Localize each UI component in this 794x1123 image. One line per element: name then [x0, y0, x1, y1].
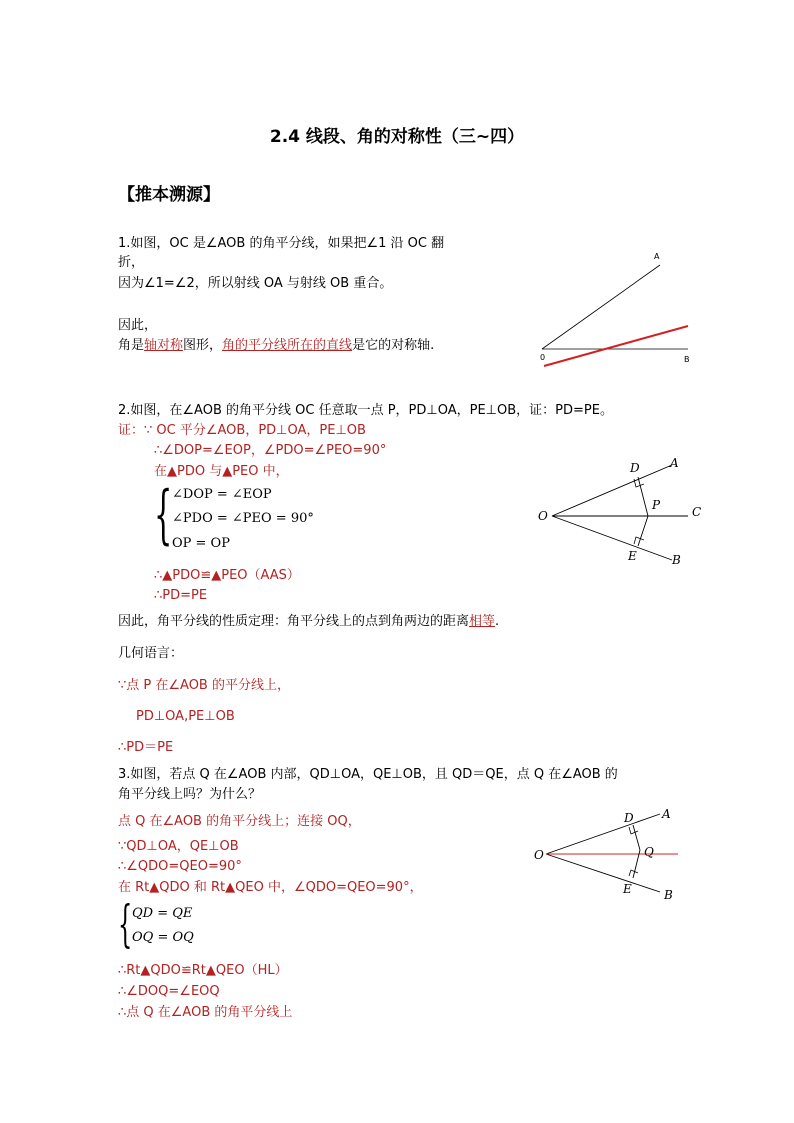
q2-text: 因此，角平分线的性质定理：角平分线上的点到角两边的距离: [118, 614, 470, 629]
fig1-label-o: 0: [540, 353, 546, 362]
q2-sys-line3: OP = OP: [172, 536, 230, 551]
q2-highlight-equal: 相等: [469, 614, 496, 629]
q2-proof-2: ∴∠DOP=∠EOP，∠PDO=∠PEO=90°: [154, 443, 387, 458]
q1-line3: 因为∠1=∠2，所以射线 OA 与射线 OB 重合。: [118, 276, 393, 291]
segment-pd: [638, 477, 648, 516]
fig3-label-a: A: [662, 807, 671, 821]
q2-stem: 2.如图，在∠AOB 的角平分线 OC 任意取一点 P，PD⊥OA，PE⊥OB，证：PD=PE。: [118, 403, 613, 418]
q1-text: 角是: [118, 338, 145, 353]
q3-sys-line2: OQ = OQ: [132, 930, 194, 945]
fig3-label-o: O: [534, 848, 544, 862]
q2-conclusion: [118, 612, 499, 631]
q3-answer-5: ∴Rt▲QDO≌Rt▲QEO（HL）: [118, 963, 288, 978]
fig3-label-q: Q: [644, 845, 654, 859]
fig3-label-e: E: [623, 882, 632, 896]
ray-oa: [542, 265, 660, 349]
fig3-label-b: B: [664, 888, 673, 902]
q2-proof-5: ∴PD=PE: [154, 588, 208, 603]
q3-answer-7: ∴点 Q 在∠AOB 的角平分线上: [118, 1005, 293, 1020]
q2-proof-3: 在▲PDO 与▲PEO 中，: [154, 464, 289, 479]
fig2-label-e: E: [628, 549, 637, 563]
brace: {: [154, 478, 173, 552]
q1-text: 图形，: [183, 338, 223, 353]
segment-qd: [633, 825, 640, 850]
q3-answer-6: ∴∠DOQ=∠EOQ: [118, 984, 220, 999]
q3-stem-2: 角平分线上吗？为什么？: [118, 787, 262, 802]
fig2-label-a: A: [670, 456, 679, 470]
fig1-label-a: A: [654, 252, 660, 261]
q1-line1: 1.如图，OC 是∠AOB 的角平分线，如果把∠1 沿 OC 翻: [118, 236, 445, 251]
figure-2: [530, 452, 710, 572]
fig3-label-d: D: [624, 811, 634, 825]
ray-ob: [546, 854, 660, 892]
q1-line2: 折，: [118, 255, 145, 270]
q2-proof-1: 证：∵ OC 平分∠AOB，PD⊥OA，PE⊥OB: [118, 423, 366, 438]
q1-text: 是它的对称轴.: [352, 338, 435, 353]
q2-text: .: [495, 614, 500, 629]
q1-highlight-bisector-line: 角的平分线所在的直线: [222, 338, 353, 353]
q3-answer-4: 在 Rt▲QDO 和 Rt▲QEO 中，∠QDO=QEO=90°，: [118, 880, 423, 895]
fig2-label-b: B: [672, 553, 681, 567]
q1-line4: 因此，: [118, 318, 158, 333]
q2-geo-3: ∴PD＝PE: [118, 740, 174, 755]
q2-proof-4: ∴▲PDO≌▲PEO（AAS）: [154, 568, 300, 583]
q3-answer-3: ∴∠QDO=QEO=90°: [118, 859, 242, 874]
fig2-label-d: D: [630, 461, 640, 475]
figure-3: [530, 800, 700, 910]
ray-oa: [546, 814, 660, 854]
q1-highlight-axisymmetric: 轴对称: [144, 338, 184, 353]
q3-sys-line1: QD = QE: [132, 906, 193, 921]
q3-stem-1: 3.如图，若点 Q 在∠AOB 内部，QD⊥OA，QE⊥OB，且 QD＝QE，点 Q 在∠AOB 的: [118, 767, 618, 782]
brace: {: [118, 895, 133, 953]
q3-answer-2: ∵QD⊥OA，QE⊥OB: [118, 839, 239, 854]
ray-ob: [552, 516, 672, 560]
fig2-label-o: O: [538, 509, 548, 523]
fig2-label-c: C: [692, 505, 702, 519]
q1-line5: [118, 336, 434, 355]
q3-answer-1: 点 Q 在∠AOB 的角平分线上；连接 OQ，: [118, 814, 361, 829]
figure-1: [530, 250, 700, 370]
q2-geo-2: PD⊥OA,PE⊥OB: [136, 709, 235, 724]
fig2-label-p: P: [652, 498, 661, 512]
q2-sys-line2: ∠PDO = ∠PEO = 90°: [172, 511, 314, 526]
q2-geo-1: ∵点 P 在∠AOB 的平分线上，: [118, 678, 290, 693]
page-title: 2.4 线段、角的对称性（三~四）: [269, 127, 525, 147]
fig1-label-b: B: [684, 355, 690, 364]
section-heading: 【推本溯源】: [118, 185, 220, 205]
segment-pe: [638, 516, 648, 546]
q2-geometry-language: 几何语言：: [118, 646, 184, 661]
q2-sys-line1: ∠DOP = ∠EOP: [172, 487, 272, 502]
